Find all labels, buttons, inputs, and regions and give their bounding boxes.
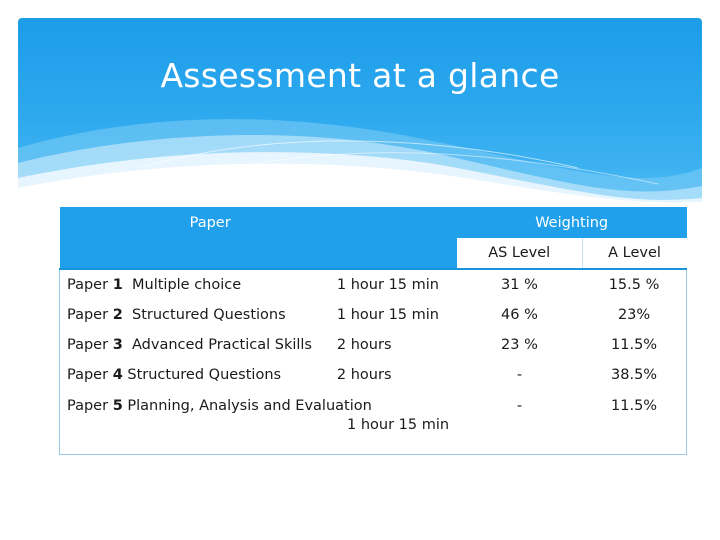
table-row [60, 269, 687, 300]
a-weight-cell: 23% [582, 300, 686, 330]
duration-cell: 2 hours [337, 330, 457, 360]
header-as-level: AS Level [457, 238, 582, 269]
a-weight-cell: 11.5% [582, 390, 686, 455]
paper-desc: Advanced Practical Skills [132, 337, 312, 353]
paper-desc: Structured Questions [127, 367, 282, 383]
table-subheader-row [60, 238, 687, 269]
duration-cell: 2 hours [337, 360, 457, 390]
as-weight-cell: 31 % [457, 269, 582, 300]
slide-title: Assessment at a glance [160, 56, 560, 95]
duration-cell: 1 hour 15 min [337, 269, 457, 300]
paper-desc: Structured Questions [132, 307, 286, 323]
paper-cell [60, 269, 337, 300]
header-paper: Paper [60, 207, 457, 238]
paper-desc: Planning, Analysis and Evaluation [127, 398, 372, 414]
paper-label: Paper [67, 367, 109, 383]
a-weight-cell: 38.5% [582, 360, 686, 390]
title-banner [18, 18, 702, 204]
table-row [60, 330, 687, 360]
as-weight-cell: 46 % [457, 300, 582, 330]
paper-number: 3 [112, 337, 123, 353]
duration-cell: 1 hour 15 min [337, 300, 457, 330]
paper-cell [60, 360, 337, 390]
header-weighting: Weighting [457, 207, 687, 238]
paper-desc: Multiple choice [132, 277, 242, 293]
paper-cell [60, 390, 457, 455]
table-row [60, 300, 687, 330]
paper-number: 5 [112, 398, 123, 414]
duration-cell: 1 hour 15 min [347, 417, 450, 433]
paper-label: Paper [67, 307, 109, 323]
paper-label: Paper [67, 398, 109, 414]
a-weight-cell: 15.5 % [582, 269, 686, 300]
header-a-level: A Level [582, 238, 686, 269]
table-header-row [60, 207, 687, 238]
paper-cell [60, 330, 337, 360]
as-weight-cell: - [457, 360, 582, 390]
table-row [60, 390, 687, 455]
paper-number: 4 [112, 367, 123, 383]
paper-number: 1 [112, 277, 123, 293]
table-row [60, 360, 687, 390]
assessment-table [59, 207, 687, 455]
as-weight-cell: 23 % [457, 330, 582, 360]
a-weight-cell: 11.5% [582, 330, 686, 360]
header-blank [60, 238, 457, 269]
wave-decoration [18, 18, 702, 204]
paper-label: Paper [67, 277, 109, 293]
paper-cell [60, 300, 337, 330]
as-weight-cell: - [457, 390, 582, 455]
paper-label: Paper [67, 337, 109, 353]
paper-number: 2 [112, 307, 123, 323]
